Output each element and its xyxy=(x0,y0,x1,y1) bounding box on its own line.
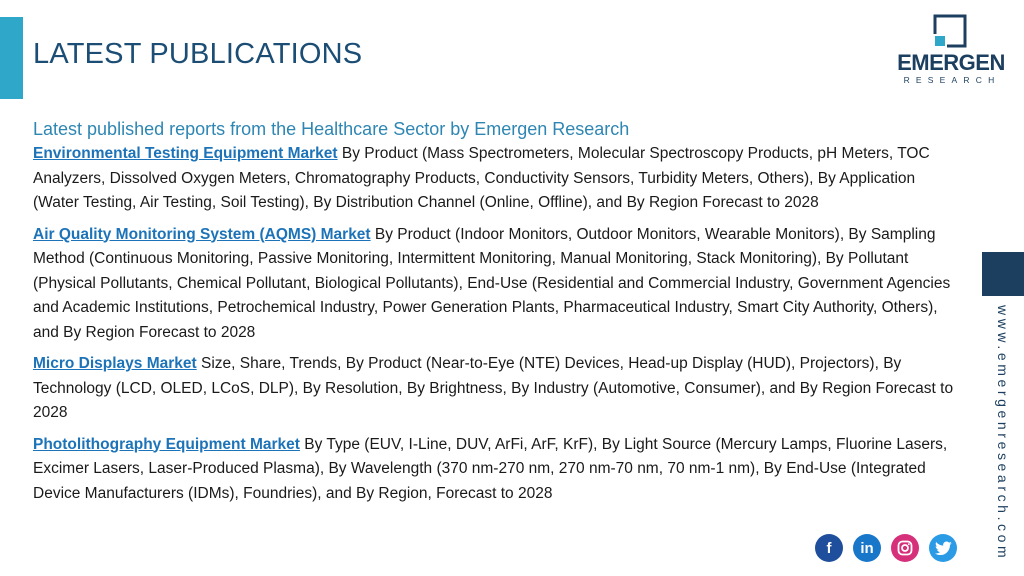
report-link[interactable]: Air Quality Monitoring System (AQMS) Market xyxy=(33,225,371,243)
report-list xyxy=(33,142,958,513)
report-item xyxy=(33,352,958,426)
emergen-logo[interactable] xyxy=(893,14,1009,86)
logo-mark-icon xyxy=(933,14,967,48)
facebook-icon[interactable]: f xyxy=(815,534,843,562)
logo-subtitle: RESEARCH xyxy=(903,75,1001,85)
report-description: By Product (Indoor Monitors, Outdoor Monitors, Wearable Monitors), By Sampling Method (Continuous Monitoring, Passive Monitoring, Intermittent Monitoring, Manual Monitoring, Stack Monitoring), By Pollutant (Physical Pollutants, Chemical Pollutant, Biological Pollutants), End-Use (Residential and Commercial Industry, Government Agencies and Academic Institutions, Petrochemical Industry, Power Generation Plants, Pharmaceutical Industry, Smart City Authority, Others), and By Region Forecast to 2028 xyxy=(33,225,951,341)
report-link[interactable]: Environmental Testing Equipment Market xyxy=(33,145,338,162)
report-item xyxy=(33,433,958,507)
logo-name: EMERGEN xyxy=(897,50,1005,75)
linkedin-icon[interactable]: in xyxy=(853,534,881,562)
report-item xyxy=(33,223,958,346)
report-item xyxy=(33,142,958,216)
side-block xyxy=(982,252,1024,296)
report-link[interactable]: Micro Displays Market xyxy=(33,355,197,372)
accent-bar xyxy=(0,17,23,99)
twitter-bird-icon xyxy=(935,541,952,556)
social-links xyxy=(815,534,957,562)
instagram-glyph-icon xyxy=(897,540,913,556)
website-url[interactable]: www.emergenresearch.com xyxy=(995,305,1011,562)
report-description: Size, Share, Trends, By Product (Near-to-Eye (NTE) Devices, Head-up Display (HUD), Projectors), By Technology (LCD, OLED, LCoS, DLP), By Resolution, By Brightness, By Industry (Automotive, Consumer), and By Region Forecast to 2028 xyxy=(33,355,954,421)
intro-heading: Latest published reports from the Healthcare Sector by Emergen Research xyxy=(33,119,630,139)
report-description: By Type (EUV, I-Line, DUV, ArFi, ArF, KrF), By Light Source (Mercury Lamps, Fluorine Lasers, Excimer Lasers, Laser-Produced Plasma), By Wavelength (370 nm-270 nm, 270 nm-70 nm, 70 nm-1 nm), By End-Use (Integrated Device Manufacturers (IDMs), Foundries), and By Region, Forecast to 2028 xyxy=(33,435,948,502)
report-link[interactable]: Photolithography Equipment Market xyxy=(33,435,300,453)
twitter-icon[interactable] xyxy=(929,534,957,562)
report-description: By Product (Mass Spectrometers, Molecular Spectroscopy Products, pH Meters, TOC Analyzers, Dissolved Oxygen Meters, Chromatography Products, Conductivity Sensors, Turbidity Meters, Others), By Application (Water Testing, Air Testing, Soil Testing), By Distribution Channel (Online, Offline), and By Region Forecast to 2028 xyxy=(33,145,930,211)
instagram-icon[interactable] xyxy=(891,534,919,562)
page-title: LATEST PUBLICATIONS xyxy=(33,38,363,70)
